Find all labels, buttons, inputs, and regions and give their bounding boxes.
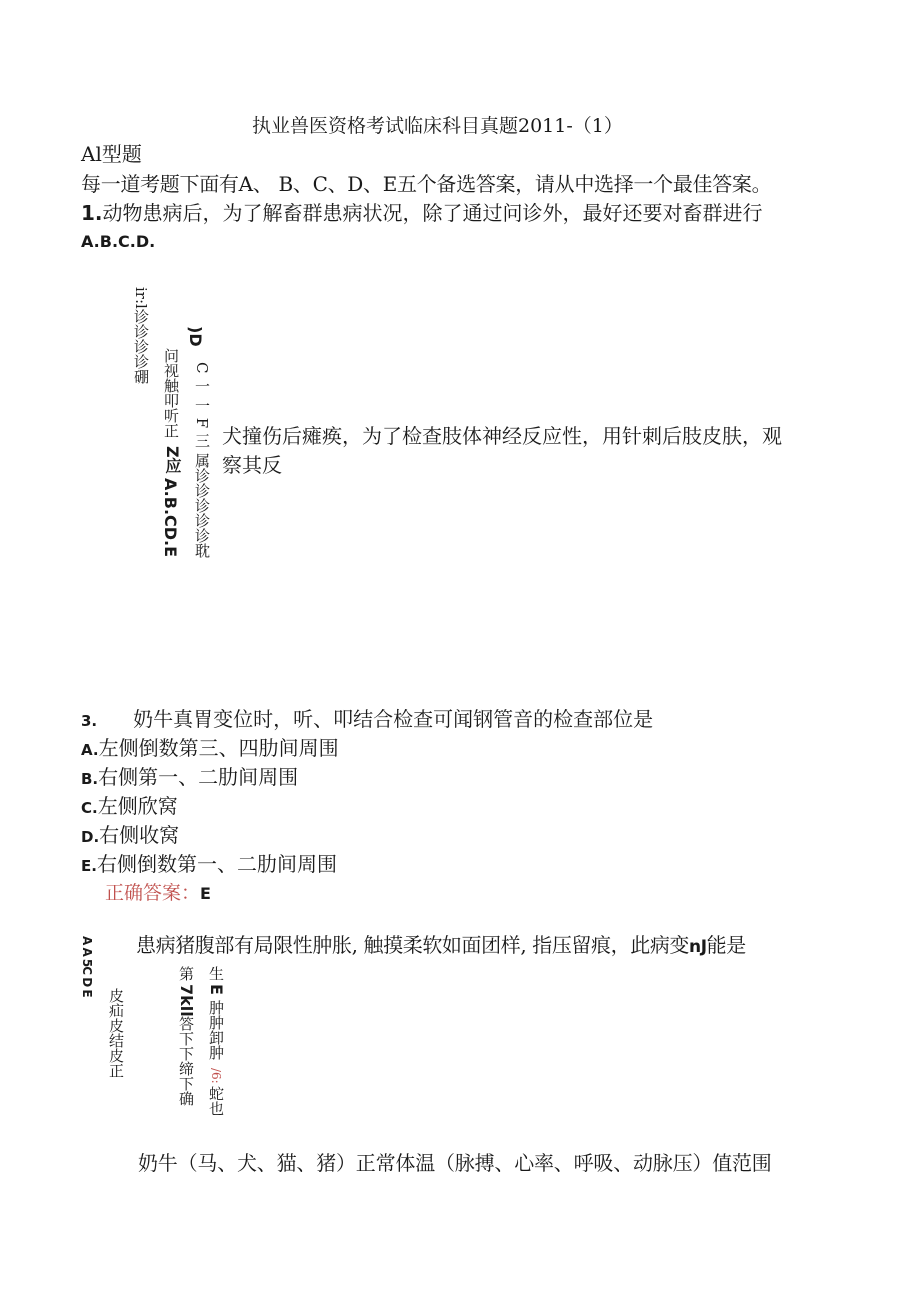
vertical-text-column: ir:l诊诊诊诊硼 (132, 287, 150, 384)
answer-label: 正确答案： (105, 882, 201, 904)
question-2-line-2: 察其反 (222, 453, 282, 477)
vertical-text-column: Z应 (163, 446, 182, 474)
vertical-text-column: E (207, 984, 226, 995)
question-3 (81, 706, 653, 734)
question-4: 患病猪腹部有局限性肿胀, 触摸柔软如面团样, 指压留痕，此病变nJ能是 (136, 933, 746, 957)
option-b: B.右侧第一、二肋间周围 (81, 765, 299, 789)
instructions-text: 每一道考题下面有A、 B、C、D、E五个备选答案，请从中选择一个最佳答案。 (81, 172, 772, 196)
vertical-text-column: 肿肿卸肿 (207, 1000, 225, 1060)
vertical-text-column: 生 (207, 966, 225, 981)
question-text: 动物患病后，为了解畜群患病状况，除了通过问诊外，最好还要对畜群进行 (102, 201, 763, 225)
vertical-text-column: 第 (177, 966, 195, 981)
vertical-text-column: 7kll (177, 984, 196, 1017)
question-number: 1. (81, 201, 103, 225)
vertical-text-column: 蛇也 (207, 1086, 225, 1116)
vertical-text-column: )D (186, 326, 205, 347)
question-2-line-1: 犬撞伤后瘫痪，为了检查肢体神经反应性，用针刺后肢皮肤，观 (222, 424, 782, 448)
answer-value: E (200, 884, 211, 903)
question-1-options: A.B.C.D. (81, 232, 156, 251)
option-d: D.右侧收窝 (81, 823, 180, 847)
question-5: 奶牛（马、犬、猫、猪）正常体温（脉搏、心率、呼吸、动脉压）值范围 (138, 1151, 772, 1175)
section-heading: Al型题 (81, 142, 142, 166)
vertical-text-column: C 一 一 F 三 属诊诊诊诊诊耽 (193, 362, 211, 558)
vertical-text-column: A A 5C D E (80, 936, 94, 997)
vertical-text-column: /6: (209, 1068, 223, 1084)
question-number: 3. (81, 712, 98, 730)
vertical-text-column: 皮疝皮结皮正 (107, 988, 125, 1078)
vertical-text-column: 问视触叩听正 (162, 348, 180, 438)
option-c: C.左侧欣窝 (81, 794, 178, 818)
option-a: A.左侧倒数第三、四肋间周围 (81, 736, 339, 760)
document-title: 执业兽医资格考试临床科目真题2011-（1） (252, 115, 623, 137)
question-text: 奶牛真胃变位时，听、叩结合检查可闻钢管音的检查部位是 (133, 707, 654, 731)
question-1 (81, 200, 763, 226)
correct-answer (105, 881, 211, 906)
vertical-text-column: 答下下缔下确 (177, 1016, 195, 1106)
vertical-text-column: A.B.CD.E (161, 478, 180, 558)
option-e: E.右侧倒数第一、二肋间周围 (81, 852, 337, 876)
